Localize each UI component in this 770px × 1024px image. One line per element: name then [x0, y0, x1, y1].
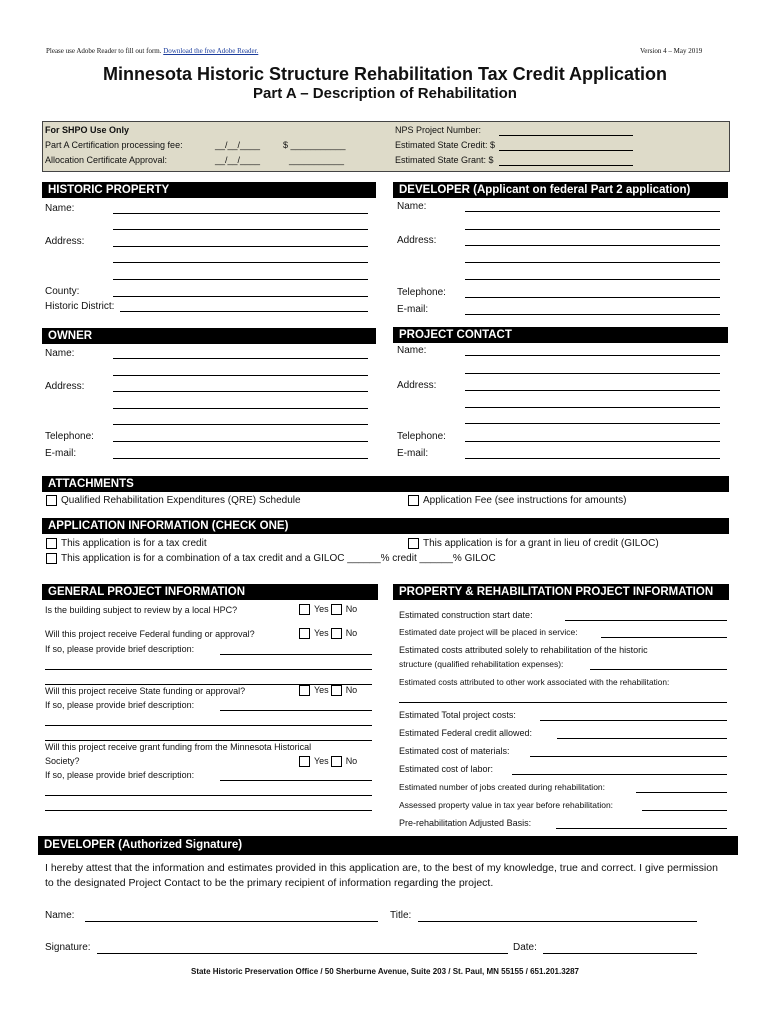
footer-address: State Historic Preservation Office / 50 Sherburne Avenue, Suite 203 / St. Paul, MN 55155 / 651.201.3287 [190, 967, 580, 976]
contact-name-field[interactable] [465, 355, 720, 356]
owner-name-label: Name: [45, 348, 75, 359]
giloc-checkbox[interactable] [408, 538, 419, 549]
shpo-heading: For SHPO Use Only [45, 125, 130, 135]
owner-telephone-label: Telephone: [45, 431, 94, 442]
hp-district-field[interactable] [120, 311, 368, 312]
tax-credit-label: This application is for a tax credit [61, 538, 207, 550]
signature-heading: DEVELOPER (Authorized Signature) [38, 836, 738, 855]
materials-field[interactable] [530, 756, 727, 757]
start-date-label: Estimated construction start date: [399, 610, 533, 620]
hp-address-label: Address: [45, 236, 85, 247]
total-costs-field[interactable] [540, 720, 727, 721]
state-yes-no[interactable] [299, 685, 357, 696]
giloc-option[interactable] [408, 538, 659, 549]
hp-county-field[interactable] [113, 296, 368, 297]
hp-address-field-2[interactable] [113, 262, 368, 263]
labor-label: Estimated cost of labor: [399, 764, 494, 774]
mnhs-desc-label: If so, please provide brief description: [45, 770, 195, 780]
dev-telephone-label: Telephone: [397, 287, 446, 298]
state-yes-checkbox[interactable] [299, 685, 310, 696]
sig-title-field[interactable] [418, 921, 697, 922]
hp-name-label: Name: [45, 203, 75, 214]
date-field[interactable] [543, 953, 697, 954]
dev-name-field[interactable] [465, 211, 720, 212]
basis-label: Pre-rehabilitation Adjusted Basis: [399, 818, 532, 828]
grant-label: Estimated State Grant: $ [395, 155, 494, 165]
qre-costs-label: Estimated costs attributed solely to rehabilitation of the historic [399, 645, 648, 655]
dev-name-label: Name: [397, 201, 427, 212]
no-label: No [345, 628, 358, 638]
notice-text: Please use Adobe Reader to fill out form. [46, 47, 162, 55]
dev-address-field-1[interactable] [465, 245, 720, 246]
mnhs-question: Will this project receive grant funding from the Minnesota Historical [45, 742, 312, 752]
owner-telephone-field[interactable] [113, 441, 368, 442]
developer-heading: DEVELOPER (Applicant on federal Part 2 application) [393, 182, 728, 198]
contact-address-label: Address: [397, 380, 437, 391]
dev-email-field[interactable] [465, 314, 720, 315]
federal-credit-label: Estimated Federal credit allowed: [399, 728, 533, 738]
federal-credit-field[interactable] [557, 738, 727, 739]
combo-option[interactable] [46, 553, 496, 564]
credit-label: Estimated State Credit: $ [395, 140, 496, 150]
contact-telephone-field[interactable] [465, 441, 720, 442]
alloc-label: Allocation Certificate Approval: [45, 155, 168, 165]
no-label: No [345, 604, 358, 614]
hpc-no-checkbox[interactable] [331, 604, 342, 615]
service-date-label: Estimated date project will be placed in service: [399, 627, 578, 637]
alloc-date[interactable]: __/__/____ [215, 155, 261, 165]
owner-name-field[interactable] [113, 358, 368, 359]
hpc-yes-checkbox[interactable] [299, 604, 310, 615]
other-costs-label: Estimated costs attributed to other work associated with the rehabilitation: [399, 677, 670, 687]
state-desc-label: If so, please provide brief description: [45, 700, 195, 710]
basis-field[interactable] [556, 828, 727, 829]
labor-field[interactable] [512, 774, 727, 775]
dev-email-label: E-mail: [397, 304, 429, 315]
mnhs-question-cont: Society? [45, 756, 80, 766]
shpo-use-box [42, 121, 730, 172]
hp-address-field-1[interactable] [113, 246, 368, 247]
federal-desc-label: If so, please provide brief description: [45, 644, 195, 654]
qre-costs-label-2: structure (qualified rehabilitation expenses): [399, 659, 564, 669]
fee-label: Part A Certification processing fee: [45, 140, 183, 150]
adobe-notice [46, 47, 258, 55]
qre-checkbox[interactable] [46, 495, 57, 506]
project-contact-heading: PROJECT CONTACT [393, 327, 728, 343]
dev-name-field-2[interactable] [465, 229, 720, 230]
assessed-label: Assessed property value in tax year before rehabilitation: [399, 800, 614, 810]
dev-address-label: Address: [397, 235, 437, 246]
qre-option[interactable] [46, 495, 301, 506]
mnhs-yes-checkbox[interactable] [299, 756, 310, 767]
owner-address-field-3[interactable] [113, 424, 368, 425]
owner-address-field-2[interactable] [113, 408, 368, 409]
no-label: No [345, 756, 358, 766]
grant-field[interactable] [499, 165, 633, 166]
nps-label: NPS Project Number: [395, 125, 482, 135]
nps-field[interactable] [499, 135, 633, 136]
jobs-field[interactable] [636, 792, 727, 793]
total-costs-label: Estimated Total project costs: [399, 710, 516, 720]
hp-name-field[interactable] [113, 213, 368, 214]
federal-desc-field[interactable] [220, 654, 372, 655]
state-desc-field[interactable] [220, 710, 372, 711]
version-label: Version 4 – May 2019 [640, 47, 703, 55]
contact-email-field[interactable] [465, 458, 720, 459]
date-label: Date: [513, 942, 537, 953]
federal-yes-no[interactable] [299, 628, 357, 639]
contact-address-field-2[interactable] [465, 407, 720, 408]
adobe-download-link[interactable]: Download the free Adobe Reader. [163, 47, 259, 55]
state-desc-field-2[interactable] [45, 725, 372, 726]
mnhs-desc-field-3[interactable] [45, 810, 372, 811]
hp-name-field-2[interactable] [113, 229, 368, 230]
yes-label: Yes [314, 604, 329, 614]
federal-desc-field-2[interactable] [45, 669, 372, 670]
contact-address-field-1[interactable] [465, 390, 720, 391]
assessed-field[interactable] [642, 810, 727, 811]
dev-address-field-3[interactable] [465, 279, 720, 280]
owner-email-field[interactable] [113, 458, 368, 459]
tax-credit-option[interactable] [46, 538, 207, 549]
fee-amount[interactable]: $ ___________ [283, 140, 346, 150]
historic-property-heading: HISTORIC PROPERTY [42, 182, 376, 198]
qre-label: Qualified Rehabilitation Expenditures (QRE) Schedule [61, 495, 301, 507]
service-date-field[interactable] [601, 637, 727, 638]
mnhs-yes-no[interactable] [299, 756, 357, 767]
contact-email-label: E-mail: [397, 448, 429, 459]
hp-county-label: County: [45, 286, 80, 297]
signature-label: Signature: [45, 942, 91, 953]
page-title: Minnesota Historic Structure Rehabilitation Tax Credit Application [102, 64, 668, 84]
state-no-checkbox[interactable] [331, 685, 342, 696]
materials-label: Estimated cost of materials: [399, 746, 510, 756]
mnhs-desc-field-2[interactable] [45, 795, 372, 796]
dev-telephone-field[interactable] [465, 297, 720, 298]
contact-name-label: Name: [397, 345, 427, 356]
hp-district-label: Historic District: [45, 301, 115, 312]
other-costs-field[interactable] [399, 702, 727, 703]
contact-telephone-label: Telephone: [397, 431, 446, 442]
state-question: Will this project receive State funding or approval? [45, 686, 246, 696]
hpc-question: Is the building subject to review by a local HPC? [45, 605, 238, 615]
fee-date[interactable]: __/__/____ [215, 140, 261, 150]
alloc-amount[interactable]: ___________ [289, 155, 345, 165]
mnhs-desc-field[interactable] [220, 780, 372, 781]
tax-credit-checkbox[interactable] [46, 538, 57, 549]
contact-name-field-2[interactable] [465, 373, 720, 374]
yes-label: Yes [314, 756, 329, 766]
signature-field[interactable] [97, 953, 508, 954]
property-info-heading: PROPERTY & REHABILITATION PROJECT INFORMATION [393, 584, 729, 600]
owner-heading: OWNER [42, 328, 376, 344]
hpc-yes-no[interactable] [299, 604, 357, 615]
combo-label: This application is for a combination of a tax credit and a GILOC ______% credit ______% GILOC [61, 553, 496, 565]
yes-label: Yes [314, 685, 329, 695]
giloc-label: This application is for a grant in lieu of credit (GILOC) [423, 538, 659, 550]
attachments-heading: ATTACHMENTS [42, 476, 729, 492]
credit-field[interactable] [499, 150, 633, 151]
general-info-heading: GENERAL PROJECT INFORMATION [42, 584, 378, 600]
no-label: No [345, 685, 358, 695]
fee-option[interactable] [408, 495, 626, 506]
owner-name-field-2[interactable] [113, 375, 368, 376]
hp-address-field-3[interactable] [113, 279, 368, 280]
owner-address-field-1[interactable] [113, 391, 368, 392]
fee-checkbox[interactable] [408, 495, 419, 506]
sig-name-field[interactable] [85, 921, 378, 922]
owner-email-label: E-mail: [45, 448, 77, 459]
jobs-label: Estimated number of jobs created during rehabilitation: [399, 782, 606, 792]
qre-costs-field[interactable] [590, 669, 727, 670]
sig-title-label: Title: [390, 910, 412, 921]
attestation-text: I hereby attest that the information and estimates provided in this application are, to the best of my knowledge, true and correct. I give permission to the designated Project Contact to be the primary recipient of information regarding the project. [45, 862, 718, 889]
app-info-heading: APPLICATION INFORMATION (CHECK ONE) [42, 518, 729, 534]
sig-name-label: Name: [45, 910, 75, 921]
fee-label-text: Application Fee (see instructions for amounts) [423, 495, 627, 507]
contact-address-field-3[interactable] [465, 423, 720, 424]
page-subtitle: Part A – Description of Rehabilitation [253, 85, 517, 102]
federal-question: Will this project receive Federal funding or approval? [45, 629, 255, 639]
federal-no-checkbox[interactable] [331, 628, 342, 639]
state-desc-field-3[interactable] [45, 740, 372, 741]
start-date-field[interactable] [565, 620, 727, 621]
dev-address-field-2[interactable] [465, 262, 720, 263]
combo-checkbox[interactable] [46, 553, 57, 564]
yes-label: Yes [314, 628, 329, 638]
mnhs-no-checkbox[interactable] [331, 756, 342, 767]
owner-address-label: Address: [45, 381, 85, 392]
federal-yes-checkbox[interactable] [299, 628, 310, 639]
